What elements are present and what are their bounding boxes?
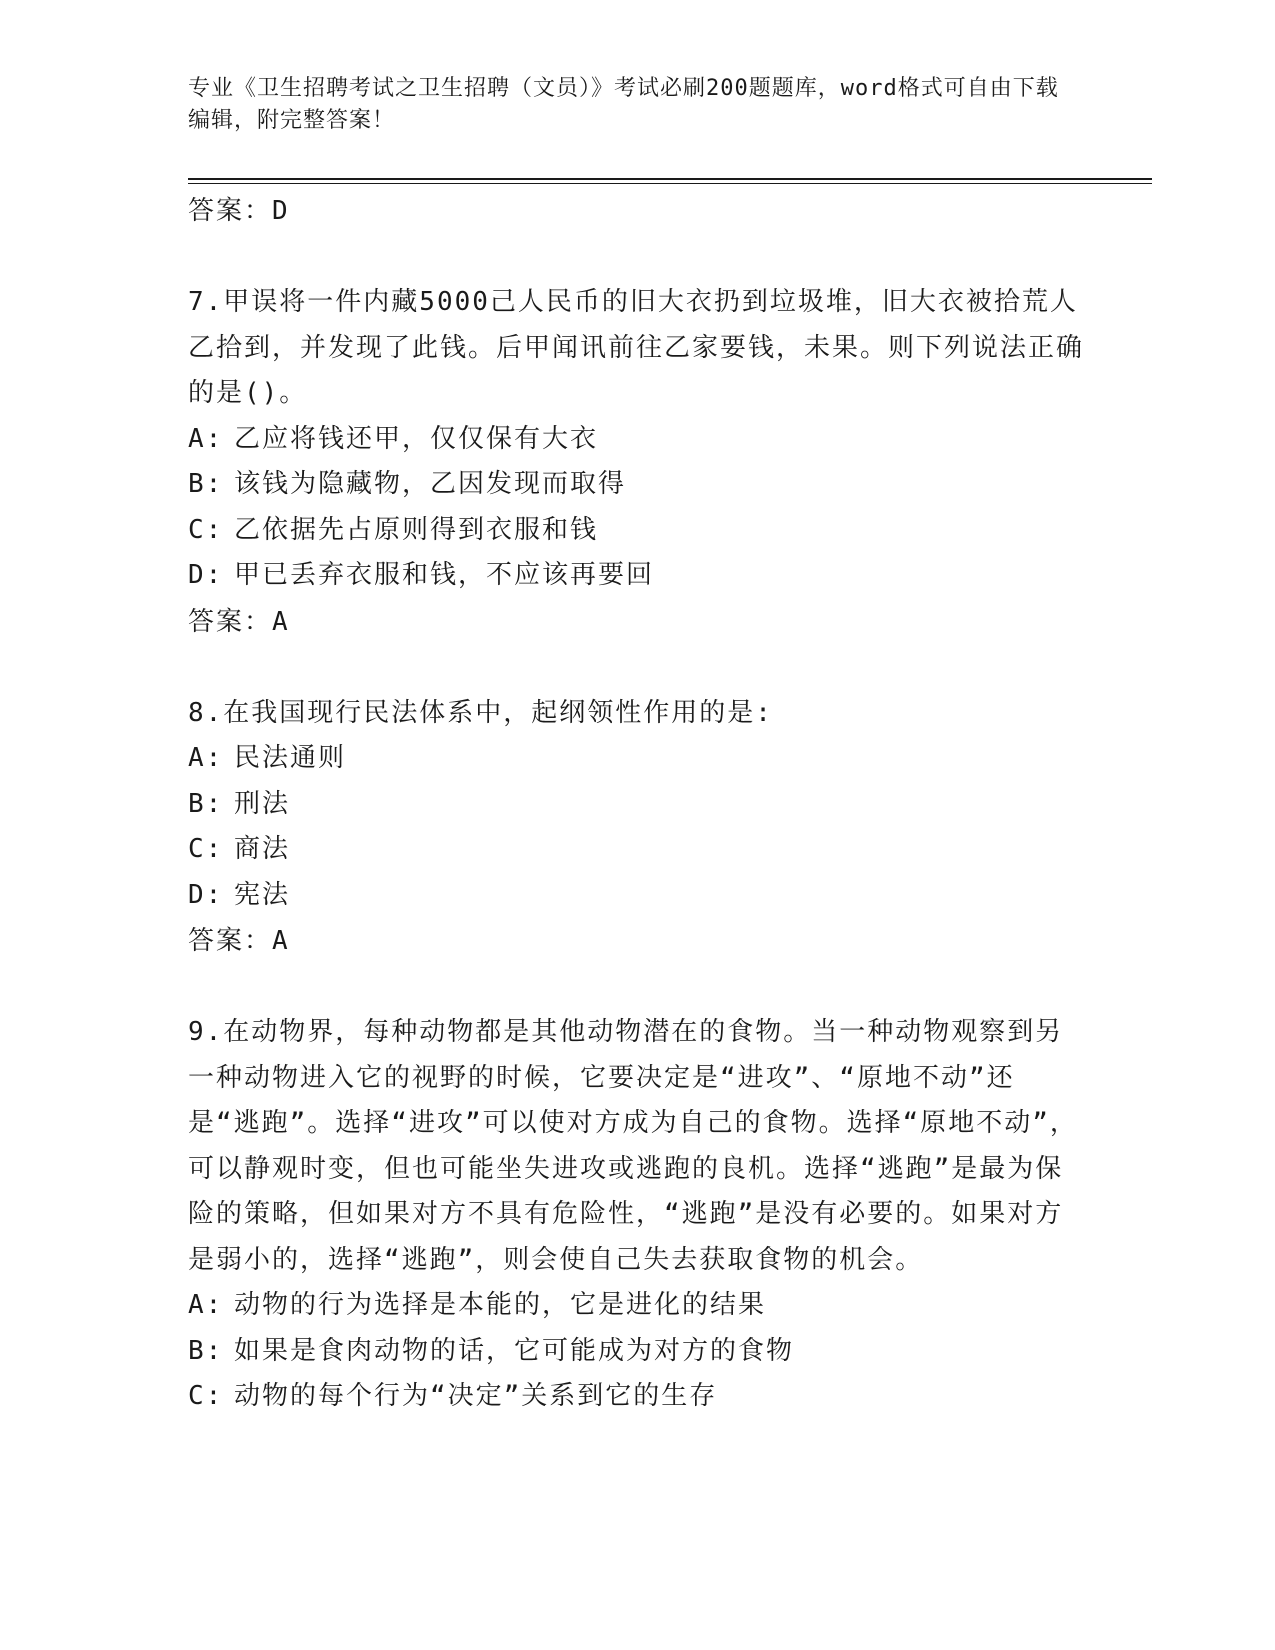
option-label: D:: [188, 560, 224, 590]
option-label: C:: [188, 514, 224, 545]
option-line: [188, 462, 1088, 508]
option-text: 甲已丢弃衣服和钱，不应该再要回: [234, 560, 655, 590]
option-text: 刑法: [234, 788, 291, 819]
option-label: C:: [188, 1381, 224, 1411]
option-label: B:: [188, 1335, 224, 1366]
header-rule-secondary: [188, 183, 1152, 184]
option-line: [188, 1329, 1088, 1375]
option-text: 该钱为隐藏物，乙因发现而取得: [234, 469, 627, 499]
option-text: 商法: [234, 834, 291, 864]
option-line: [188, 873, 1088, 919]
answer-line: 答案：D: [188, 196, 290, 226]
option-label: A:: [188, 743, 224, 773]
header-rule: [188, 178, 1152, 180]
option-line: [188, 508, 1088, 554]
option-label: B:: [188, 469, 224, 499]
document-header: 专业《卫生招聘考试之卫生招聘（文员）》考试必刷200题题库，word格式可自由下载编辑，附完整答案！: [188, 76, 1059, 133]
option-label: C:: [188, 834, 224, 864]
option-line: [188, 1374, 1088, 1420]
option-label: D:: [188, 879, 224, 910]
question-text: 7.甲误将一件内藏5000己人民币的旧大衣扔到垃圾堆，旧大衣被拾荒人乙拾到，并发现了此钱。后甲闻讯前往乙家要钱，未果。则下列说法正确的是()。: [188, 287, 1085, 408]
option-line: [188, 553, 1088, 599]
option-line: [188, 1283, 1088, 1329]
option-line: [188, 782, 1088, 828]
option-text: 动物的每个行为“决定”关系到它的生存: [234, 1381, 718, 1411]
option-text: 乙应将钱还甲，仅仅保有大衣: [234, 423, 599, 454]
option-line: [188, 417, 1088, 463]
option-label: B:: [188, 788, 224, 819]
question-text: 8.在我国现行民法体系中，起纲领性作用的是:: [188, 697, 773, 728]
answer-line: 答案：A: [188, 926, 290, 956]
option-text: 动物的行为选择是本能的，它是进化的结果: [234, 1290, 767, 1320]
question-list: [188, 188, 1088, 1420]
option-line: [188, 736, 1088, 782]
option-label: A:: [188, 423, 224, 454]
option-line: [188, 827, 1088, 873]
option-text: 民法通则: [234, 743, 347, 773]
answer-line: 答案：A: [188, 606, 290, 637]
option-text: 如果是食肉动物的话，它可能成为对方的食物: [234, 1335, 795, 1366]
option-text: 宪法: [234, 879, 291, 910]
question-text: 9.在动物界，每种动物都是其他动物潜在的食物。当一种动物观察到另一种动物进入它的视野的时候，它要决定是“进攻”、“原地不动”还是“逃跑”。选择“进攻”可以使对方成为自己的食物。选择“原地不动”，可以静观时变，但也可能坐失进攻或逃跑的良机。选择“逃跑”是最为保险的策略，但如果对方不具有危险性，“逃跑”是没有必要的。如果对方是弱小的，选择“逃跑”，则会使自己失去获取食物的机会。: [188, 1017, 1078, 1275]
option-label: A:: [188, 1290, 224, 1320]
option-text: 乙依据先占原则得到衣服和钱: [234, 514, 599, 545]
